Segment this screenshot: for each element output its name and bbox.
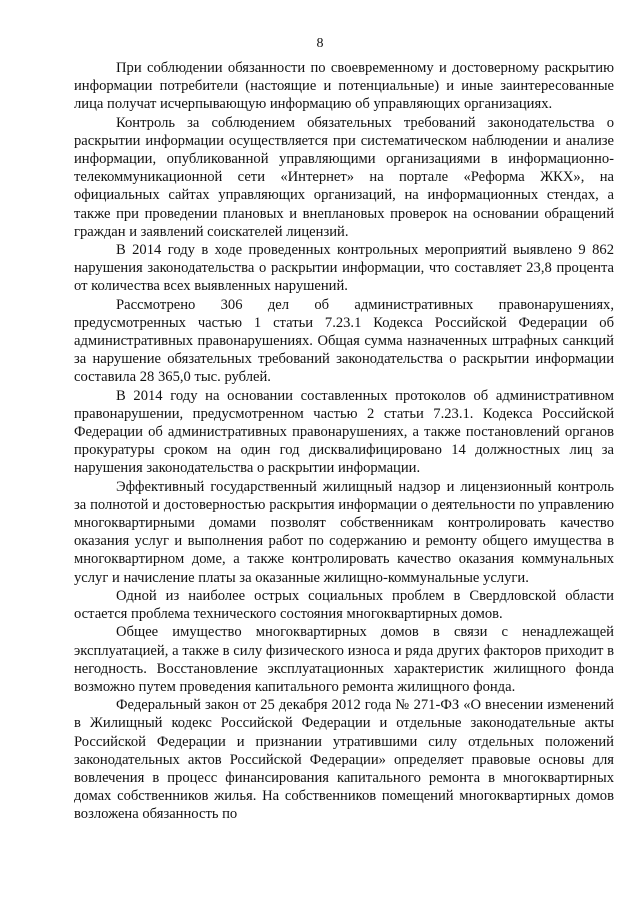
paragraph-control: Контроль за соблюдением обязательных требований законодательства о раскрытии информации осуществляется при систематическом наблюдении и анализе информации, опубликованной управляющими организациями в информационно-телекоммуникационной сети «Интернет» на портале «Реформа ЖКХ», на официальных сайтах управляющих организаций, на информационных стендах, а также при проведении плановых и внеплановых проверок на основании обращений граждан и заявлений соискателей лицензий. [74,114,614,240]
paragraph-info-disclosure: При соблюдении обязанности по своевременному и достоверному раскрытию информации потребители (настоящие и потенциальные) и иные заинтересованные лица получат исчерпывающую информацию об управляющих организациях. [74,60,614,113]
paragraph-social-problem: Одной из наиболее острых социальных проблем в Свердловской области остается проблема технического состояния многоквартирных домов. [74,587,614,623]
page-number: 8 [316,36,324,51]
paragraph-violations-2014: В 2014 году в ходе проведенных контрольных мероприятий выявлено 9 862 нарушения законодательства о раскрытии информации, что составляет 23,8 процента от количества всех выявленных нарушений. [74,242,614,295]
document-body [74,59,614,824]
paragraph-disqualification: В 2014 году на основании составленных протоколов об административном правонарушении, предусмотренном частью 2 статьи 7.23.1. Кодекса Российской Федерации об административных правонарушениях, а также постановлений органов прокуратуры сроком на один год дисквалифицировано 14 должностных лиц за нарушения законодательства о раскрытии информации. [74,387,614,477]
paragraph-federal-law: Федеральный закон от 25 декабря 2012 года № 271-ФЗ «О внесении изменений в Жилищный кодекс Российской Федерации и отдельные законодательные акты Российской Федерации и признании утратившими силу отдельных положений законодательных актов Российской Федерации» определяет правовые основы для вовлечения в процесс финансирования капитального ремонта в многоквартирных домах собственников жилья. На собственников помещений многоквартирных домов возложена обязанность по [74,697,614,823]
paragraph-effective-supervision: Эффективный государственный жилищный надзор и лицензионный контроль за полнотой и достоверностью раскрытия информации о деятельности по управлению многоквартирными домами позволят собственникам контролировать качество оказания услуг и выполнения работ по содержанию и ремонту общего имущества в многоквартирном доме, а также контролировать качество оказания коммунальных услуг и начисление платы за оказанные жилищно-коммунальные услуги. [74,478,614,586]
paragraph-cases-reviewed: Рассмотрено 306 дел об административных правонарушениях, предусмотренных частью 1 статьи 7.23.1 Кодекса Российской Федерации об административных правонарушениях. Общая сумма назначенных штрафных санкций за нарушение обязательных требований законодательства о раскрытии информации составила 28 365,0 тыс. рублей. [74,296,614,386]
paragraph-common-property: Общее имущество многоквартирных домов в связи с ненадлежащей эксплуатацией, а также в силу физического износа и ряда других факторов приходит в негодность. Восстановление эксплуатационных характеристик жилищного фонда возможно путем проведения капитального ремонта жилищного фонда. [74,624,614,695]
